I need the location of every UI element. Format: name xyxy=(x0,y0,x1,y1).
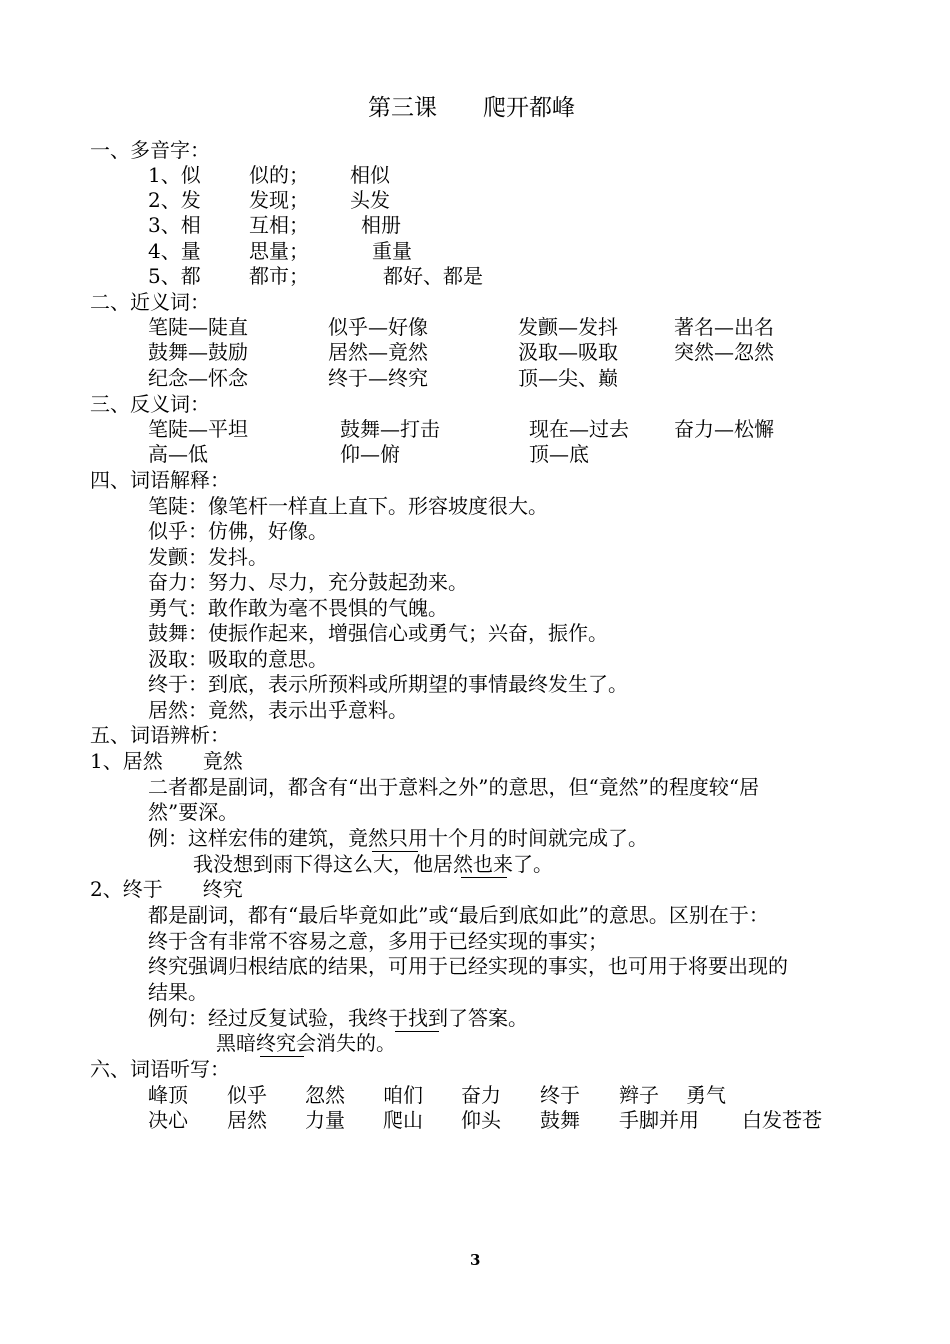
definition-item: 鼓舞：使振作起来，增强信心或勇气；兴奋，振作。 xyxy=(148,621,608,645)
synonym-pair: 著名—出名 xyxy=(674,315,774,339)
dictation-word: 奋力 xyxy=(461,1083,501,1107)
antonym-pair: 奋力—松懈 xyxy=(674,417,774,441)
synonym-pair: 纪念—怀念 xyxy=(148,366,248,390)
dictation-word: 咱们 xyxy=(383,1083,423,1107)
dictation-word: 峰顶 xyxy=(148,1083,188,1107)
synonym-pair: 终于—终究 xyxy=(328,366,428,390)
section-heading-antonyms: 三、反义词： xyxy=(90,392,210,416)
antonym-pair: 高—低 xyxy=(148,442,208,466)
section-heading-synonyms: 二、近义词： xyxy=(90,290,210,314)
polyphonic-char: 2、发 xyxy=(148,188,201,212)
polyphonic-word: 都市； xyxy=(249,264,309,288)
dictation-word: 似乎 xyxy=(227,1083,267,1107)
underline-mark xyxy=(461,877,507,878)
page-number: 3 xyxy=(470,1251,481,1269)
polyphonic-char: 1、似 xyxy=(148,163,201,187)
analysis-text: 终于含有非常不容易之意，多用于已经实现的事实； xyxy=(148,929,608,953)
section-heading-polyphonic: 一、多音字： xyxy=(90,138,210,162)
polyphonic-word: 头发 xyxy=(350,188,390,212)
dictation-word: 勇气 xyxy=(686,1083,726,1107)
polyphonic-word: 思量； xyxy=(249,239,309,263)
definition-item: 发颤：发抖。 xyxy=(148,545,268,569)
polyphonic-word: 相似 xyxy=(350,163,390,187)
analysis-example: 例句：经过反复试验，我终于找到了答案。 xyxy=(148,1006,528,1030)
polyphonic-char: 3、相 xyxy=(148,213,201,237)
synonym-pair: 鼓舞—鼓励 xyxy=(148,340,248,364)
synonym-pair: 居然—竟然 xyxy=(328,340,428,364)
dictation-word: 决心 xyxy=(148,1108,188,1132)
analysis-text: 然”要深。 xyxy=(148,800,239,824)
synonym-pair: 发颤—发抖 xyxy=(518,315,618,339)
dictation-word: 居然 xyxy=(227,1108,267,1132)
section-heading-definitions: 四、词语解释： xyxy=(90,468,230,492)
definition-item: 似乎：仿佛，好像。 xyxy=(148,519,328,543)
dictation-word: 力量 xyxy=(305,1108,345,1132)
dictation-word: 仰头 xyxy=(461,1108,501,1132)
analysis-subheading: 1、居然 竟然 xyxy=(90,749,243,773)
definition-item: 勇气：敢作敢为毫不畏惧的气魄。 xyxy=(148,596,448,620)
synonym-pair: 汲取—吸取 xyxy=(518,340,618,364)
section-heading-dictation: 六、词语听写： xyxy=(90,1057,230,1081)
dictation-word: 爬山 xyxy=(383,1108,423,1132)
analysis-subheading: 2、终于 终究 xyxy=(90,877,243,901)
synonym-pair: 突然—忽然 xyxy=(674,340,774,364)
analysis-example: 例：这样宏伟的建筑，竟然只用十个月的时间就完成了。 xyxy=(148,826,648,850)
polyphonic-word: 发现； xyxy=(249,188,309,212)
antonym-pair: 鼓舞—打击 xyxy=(340,417,440,441)
polyphonic-word: 都好、都是 xyxy=(383,264,483,288)
analysis-text: 二者都是副词，都含有“出于意料之外”的意思，但“竟然”的程度较“居 xyxy=(148,775,760,799)
analysis-text: 都是副词，都有“最后毕竟如此”或“最后到底如此”的意思。区别在于： xyxy=(148,903,769,927)
antonym-pair: 现在—过去 xyxy=(529,417,629,441)
antonym-pair: 顶—底 xyxy=(529,442,589,466)
polyphonic-word: 互相； xyxy=(249,213,309,237)
dictation-word: 辫子 xyxy=(619,1083,659,1107)
dictation-word: 鼓舞 xyxy=(540,1108,580,1132)
lesson-title: 第三课 爬开都峰 xyxy=(368,95,575,121)
analysis-text: 终究强调归根结底的结果，可用于已经实现的事实，也可用于将要出现的 xyxy=(148,954,788,978)
dictation-word: 手脚并用 xyxy=(619,1108,699,1132)
synonym-pair: 似乎—好像 xyxy=(328,315,428,339)
synonym-pair: 顶—尖、巅 xyxy=(518,366,618,390)
underline-mark xyxy=(395,1031,439,1032)
section-heading-analysis: 五、词语辨析： xyxy=(90,723,230,747)
dictation-word: 忽然 xyxy=(305,1083,345,1107)
polyphonic-char: 4、量 xyxy=(148,239,201,263)
polyphonic-char: 5、都 xyxy=(148,264,201,288)
definition-item: 笔陡：像笔杆一样直上直下。形容坡度很大。 xyxy=(148,494,548,518)
polyphonic-word: 似的； xyxy=(249,163,309,187)
analysis-example: 黑暗终究会消失的。 xyxy=(216,1031,396,1055)
definition-item: 居然：竟然，表示出乎意料。 xyxy=(148,698,408,722)
definition-item: 终于：到底，表示所预料或所期望的事情最终发生了。 xyxy=(148,672,628,696)
polyphonic-word: 重量 xyxy=(372,239,412,263)
definition-item: 汲取：吸取的意思。 xyxy=(148,647,328,671)
dictation-word: 白发苍苍 xyxy=(742,1108,822,1132)
antonym-pair: 仰—俯 xyxy=(340,442,400,466)
synonym-pair: 笔陡—陡直 xyxy=(148,315,248,339)
underline-mark xyxy=(260,1056,304,1057)
analysis-example: 我没想到雨下得这么大，他居然也来了。 xyxy=(193,852,553,876)
polyphonic-word: 相册 xyxy=(361,213,401,237)
dictation-word: 终于 xyxy=(540,1083,580,1107)
definition-item: 奋力：努力、尽力，充分鼓起劲来。 xyxy=(148,570,468,594)
analysis-text: 结果。 xyxy=(148,980,208,1004)
antonym-pair: 笔陡—平坦 xyxy=(148,417,248,441)
